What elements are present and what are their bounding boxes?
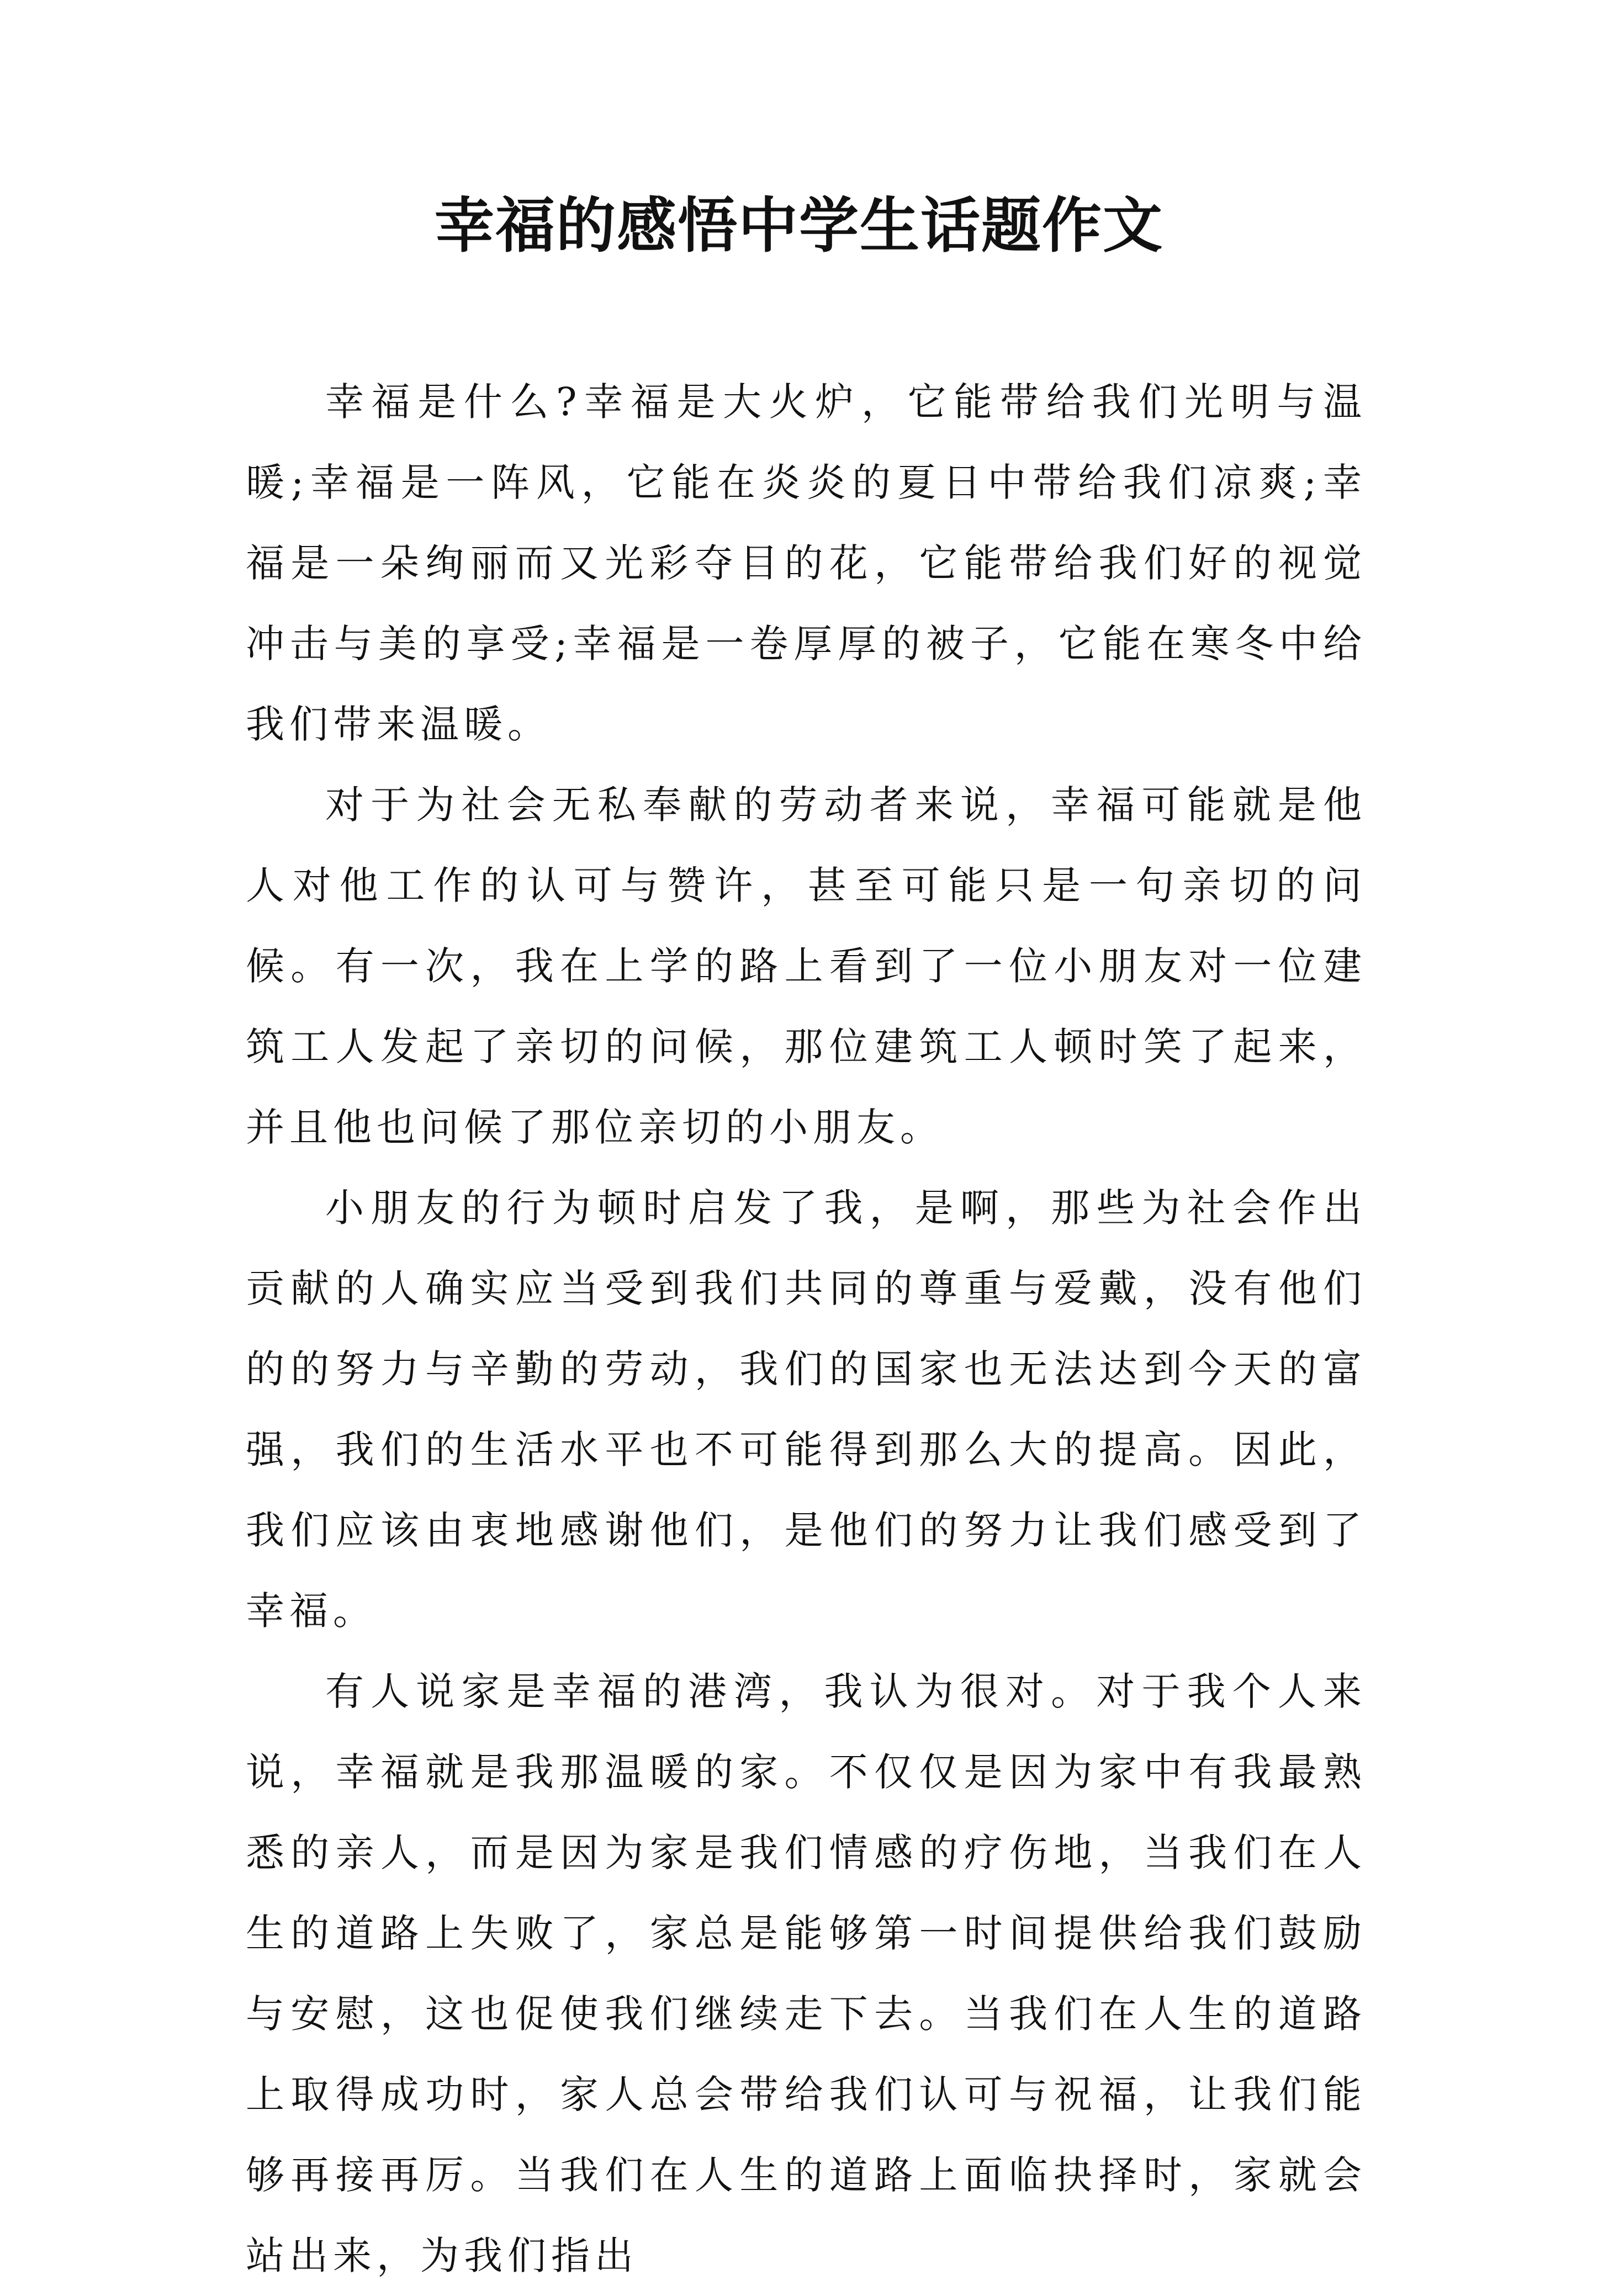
paragraph-3: 小朋友的行为顿时启发了我，是啊，那些为社会作出贡献的人确实应当受到我们共同的尊重与爱戴，没有他们的的努力与辛勤的劳动，我们的国家也无法达到今天的富强，我们的生活水平也不可能得到那么大的提高。因此，我们应该由衷地感谢他们，是他们的努力让我们感受到了幸福。 xyxy=(246,1185,1367,1634)
document-body xyxy=(246,362,1367,2296)
paragraph-4: 有人说家是幸福的港湾，我认为很对。对于我个人来说，幸福就是我那温暖的家。不仅仅是因为家中有我最熟悉的亲人，而是因为家是我们情感的疗伤地，当我们在人生的道路上失败了，家总是能够第一时间提供给我们鼓励与安慰，这也促使我们继续走下去。当我们在人生的道路上取得成功时，家人总会带给我们认可与祝福，让我们能够再接再厉。当我们在人生的道路上面临抉择时，家就会站出来，为我们指出 xyxy=(246,1669,1367,2278)
paragraph-2: 对于为社会无私奉献的劳动者来说，幸福可能就是他人对他工作的认可与赞许，甚至可能只是一句亲切的问候。有一次，我在上学的路上看到了一位小朋友对一位建筑工人发起了亲切的问候，那位建筑工人顿时笑了起来，并且他也问候了那位亲切的小朋友。 xyxy=(246,782,1367,1150)
document-title: 幸福的感悟中学生话题作文 xyxy=(434,192,1163,261)
paragraph-1: 幸福是什么?幸福是大火炉，它能带给我们光明与温暖;幸福是一阵风，它能在炎炎的夏日中带给我们凉爽;幸福是一朵绚丽而又光彩夺目的花，它能带给我们好的视觉冲击与美的享受;幸福是一卷厚厚的被子，它能在寒冬中给我们带来温暖。 xyxy=(246,379,1367,747)
